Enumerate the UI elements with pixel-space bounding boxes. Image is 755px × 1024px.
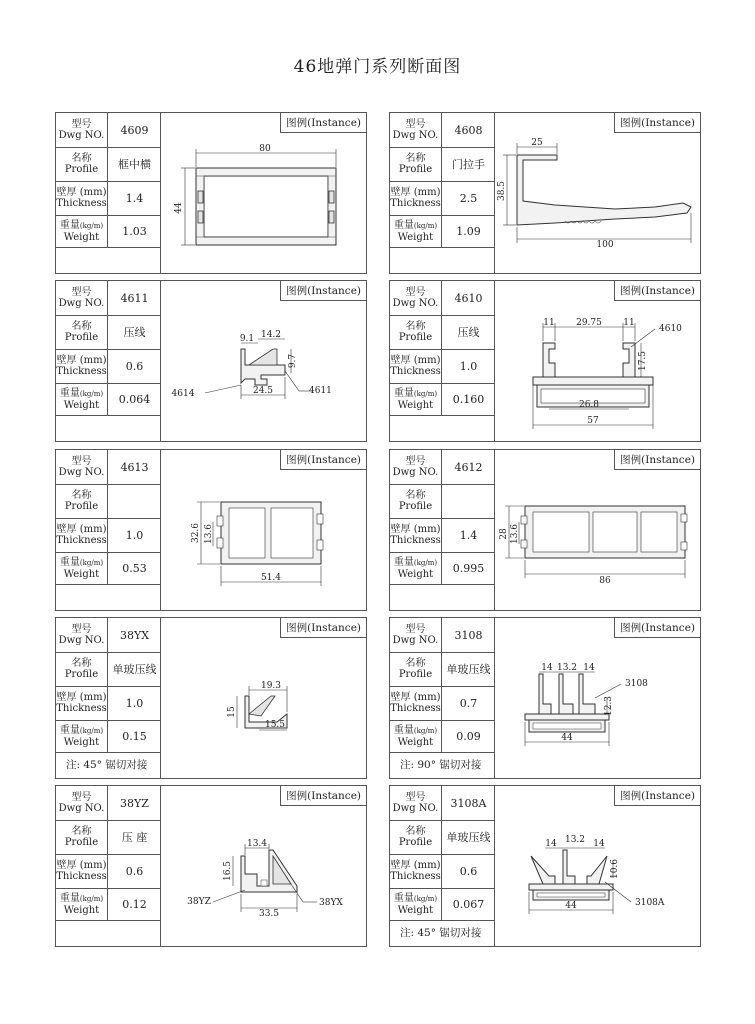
dim-label: 29.75 — [576, 318, 602, 328]
thickness-label-cn: 壁厚 — [390, 187, 411, 198]
dwg-label-cn: 型号 — [71, 792, 92, 803]
weight-label — [56, 720, 108, 752]
weight-label-cn: 重量 — [59, 892, 80, 904]
dwg-label — [56, 281, 108, 315]
profile-label-cn: 名称 — [405, 153, 426, 164]
dwg-label-cn: 型号 — [71, 624, 92, 635]
dim-label: 11 — [623, 318, 635, 328]
profile-label-cn: 名称 — [71, 658, 92, 669]
dwg-label-cn: 型号 — [405, 287, 426, 298]
profile-drawing-4612 — [495, 450, 700, 610]
dim-label: 26.8 — [578, 400, 600, 410]
thickness-label-cn: 壁厚 — [390, 692, 411, 703]
thickness-value: 0.7 — [459, 696, 478, 710]
dim-label: 32.6 — [191, 522, 201, 544]
dwg-label-cn: 型号 — [405, 456, 426, 467]
profile-drawing-3108 — [495, 618, 700, 778]
dim-label: 33.5 — [258, 909, 280, 919]
thickness-unit: (mm) — [79, 860, 107, 871]
profile-label — [56, 147, 108, 181]
thickness-label — [56, 181, 108, 215]
weight-label-cn: 重量 — [393, 892, 414, 904]
dim-label: 44 — [561, 733, 573, 743]
thickness-unit: (mm) — [413, 692, 441, 703]
callout-label: 38YX — [319, 898, 343, 908]
callout-label: 3108A — [635, 898, 665, 908]
profile-label-en: Profile — [64, 332, 99, 343]
profile-label-en: Profile — [398, 837, 433, 848]
thickness-label-cn: 壁厚 — [56, 860, 77, 871]
callout-label: 4614 — [171, 389, 195, 399]
thickness-label-en: Thickness — [390, 703, 441, 714]
dim-label: 51.4 — [260, 573, 282, 583]
dwg-label-en: Dwg NO. — [392, 467, 439, 478]
profile-drawing-4609 — [161, 113, 366, 273]
profile-value: 框中横 — [118, 158, 151, 171]
dwg-value: 4612 — [454, 460, 483, 474]
profile-value: 压线 — [457, 326, 480, 339]
instance-legend: 图例(Instance) — [614, 786, 700, 806]
profile-label-cn: 名称 — [405, 490, 426, 501]
dim-label: 12.3 — [604, 695, 614, 717]
thickness-value: 1.0 — [125, 696, 144, 710]
dim-label: 19.3 — [260, 681, 282, 691]
thickness-value: 1.4 — [459, 528, 478, 542]
dwg-label-en: Dwg NO. — [392, 803, 439, 814]
thickness-label-en: Thickness — [390, 871, 441, 882]
thickness-unit: (mm) — [79, 524, 107, 535]
dwg-label — [56, 786, 108, 820]
profile-label-cn: 名称 — [405, 321, 426, 332]
dim-label: 9.7 — [288, 353, 298, 369]
callout-label: 4611 — [309, 386, 332, 396]
dim-label: 25 — [531, 138, 543, 148]
dim-label: 13.4 — [246, 839, 268, 849]
page-title: 46地弹门系列断面图 — [293, 57, 462, 77]
dwg-label — [390, 113, 442, 147]
dim-label: 14.2 — [260, 330, 282, 340]
dwg-label-en: Dwg NO. — [392, 635, 439, 646]
callout-label: 4610 — [659, 324, 682, 334]
profile-label-en: Profile — [64, 501, 99, 512]
dwg-value: 3108 — [454, 628, 483, 642]
dim-label: 17.5 — [638, 350, 648, 372]
profile-label — [390, 820, 442, 854]
cut-note: 注: 90° 锯切对接 — [400, 758, 482, 771]
dwg-value: 4611 — [120, 291, 149, 305]
thickness-label-en: Thickness — [390, 535, 441, 546]
weight-label — [390, 720, 442, 752]
dim-label: 14 — [583, 663, 595, 673]
weight-label — [390, 552, 442, 584]
profile-value: 门拉手 — [452, 158, 485, 171]
dim-label: 13.6 — [204, 523, 214, 545]
profile-card-4611 — [55, 280, 367, 442]
profile-label-en: Profile — [64, 164, 99, 175]
thickness-label-en: Thickness — [56, 871, 107, 882]
profile-value — [108, 484, 161, 518]
thickness-label-en: Thickness — [56, 535, 107, 546]
profile-label-en: Profile — [64, 669, 99, 680]
profile-label — [390, 652, 442, 686]
thickness-unit: (mm) — [413, 187, 441, 198]
dwg-value: 38YX — [119, 628, 150, 642]
thickness-label — [390, 181, 442, 215]
weight-label-cn: 重量 — [59, 556, 80, 568]
weight-label — [390, 215, 442, 247]
thickness-unit: (mm) — [413, 860, 441, 871]
thickness-label-cn: 壁厚 — [390, 524, 411, 535]
dwg-label — [390, 786, 442, 820]
thickness-value: 0.6 — [459, 864, 478, 878]
thickness-unit: (mm) — [79, 692, 107, 703]
profile-drawing-38yz — [161, 786, 366, 946]
weight-value: 0.12 — [122, 897, 147, 911]
weight-value: 0.160 — [452, 392, 485, 406]
profile-drawing-4610 — [495, 281, 700, 441]
thickness-label — [56, 349, 108, 383]
profile-card-38yx — [55, 617, 367, 779]
thickness-label — [390, 854, 442, 888]
spec-table — [390, 281, 495, 441]
thickness-label — [56, 854, 108, 888]
profile-label-cn: 名称 — [71, 153, 92, 164]
weight-label-en: Weight — [397, 231, 434, 243]
weight-unit: (kg/m) — [413, 389, 438, 398]
profile-card-4609 — [55, 112, 367, 274]
dim-label: 16.5 — [223, 860, 233, 882]
profile-drawing-4613 — [161, 450, 366, 610]
weight-value: 1.09 — [456, 224, 481, 238]
dim-label: 86 — [599, 576, 611, 586]
cut-note: 注: 45° 锯切对接 — [400, 926, 482, 939]
dim-label: 14 — [593, 839, 605, 849]
weight-label-en: Weight — [63, 231, 100, 243]
weight-label-cn: 重量 — [393, 556, 414, 568]
thickness-label — [390, 686, 442, 720]
dim-label: 15 — [227, 706, 237, 718]
weight-label — [390, 888, 442, 920]
thickness-label-en: Thickness — [390, 198, 441, 209]
dwg-label-en: Dwg NO. — [58, 130, 105, 141]
weight-value: 1.03 — [122, 224, 147, 238]
dwg-label-en: Dwg NO. — [392, 130, 439, 141]
weight-label — [56, 215, 108, 247]
weight-value: 0.15 — [122, 729, 147, 743]
instance-legend: 图例(Instance) — [614, 450, 700, 470]
profile-label — [390, 147, 442, 181]
thickness-label — [390, 518, 442, 552]
weight-unit: (kg/m) — [79, 221, 104, 230]
profile-drawing-4611 — [161, 281, 366, 441]
dim-label: 28 — [499, 528, 509, 540]
weight-label-en: Weight — [397, 736, 434, 748]
profile-drawing-4608 — [495, 113, 700, 273]
weight-label-cn: 重量 — [59, 724, 80, 736]
thickness-label — [390, 349, 442, 383]
weight-unit: (kg/m) — [79, 558, 104, 567]
profile-value: 单玻压线 — [446, 831, 491, 844]
thickness-label-cn: 壁厚 — [390, 860, 411, 871]
thickness-value: 1.0 — [459, 359, 478, 373]
instance-legend: 图例(Instance) — [614, 618, 700, 638]
profile-card-4613 — [55, 449, 367, 611]
dwg-label-cn: 型号 — [405, 792, 426, 803]
dim-label: 44 — [174, 202, 184, 214]
weight-label-cn: 重量 — [393, 724, 414, 736]
weight-value: 0.064 — [118, 392, 151, 406]
dwg-value: 3108A — [450, 796, 487, 810]
weight-unit: (kg/m) — [413, 894, 438, 903]
weight-unit: (kg/m) — [79, 894, 104, 903]
dwg-label-cn: 型号 — [405, 119, 426, 130]
dim-label: 38.5 — [497, 180, 507, 202]
cut-note: 注: 45° 锯切对接 — [66, 758, 148, 771]
spec-table — [56, 786, 161, 946]
profile-label-cn: 名称 — [71, 490, 92, 501]
thickness-label-en: Thickness — [56, 198, 107, 209]
weight-value: 0.067 — [452, 897, 485, 911]
instance-legend: 图例(Instance) — [614, 113, 700, 133]
weight-label-en: Weight — [397, 904, 434, 916]
profile-card-3108a — [389, 785, 701, 947]
profile-label — [390, 315, 442, 349]
profile-label-cn: 名称 — [405, 826, 426, 837]
thickness-label-en: Thickness — [56, 703, 107, 714]
profile-label-en: Profile — [398, 669, 433, 680]
profile-value: 单玻压线 — [112, 663, 157, 676]
dwg-label-en: Dwg NO. — [58, 635, 105, 646]
dim-label: 9.1 — [239, 334, 255, 344]
weight-unit: (kg/m) — [79, 726, 104, 735]
profile-card-38yz — [55, 785, 367, 947]
weight-label — [56, 552, 108, 584]
thickness-value: 0.6 — [125, 359, 144, 373]
profile-label — [390, 484, 442, 518]
weight-label-cn: 重量 — [393, 219, 414, 231]
weight-label-en: Weight — [397, 399, 434, 411]
spec-table — [390, 113, 495, 273]
thickness-value: 1.4 — [125, 191, 144, 205]
instance-legend: 图例(Instance) — [280, 281, 366, 301]
dwg-label-cn: 型号 — [71, 287, 92, 298]
thickness-value: 0.6 — [125, 864, 144, 878]
weight-label-en: Weight — [63, 736, 100, 748]
dwg-label-cn: 型号 — [71, 456, 92, 467]
thickness-unit: (mm) — [413, 355, 441, 366]
dwg-label — [390, 281, 442, 315]
weight-label-en: Weight — [397, 568, 434, 580]
dim-label: 10.6 — [610, 858, 620, 880]
dim-label: 14 — [545, 839, 557, 849]
dim-label: 11 — [543, 318, 555, 328]
dwg-value: 4608 — [454, 123, 483, 137]
thickness-label-cn: 壁厚 — [56, 355, 77, 366]
thickness-value: 2.5 — [459, 191, 478, 205]
dwg-label-en: Dwg NO. — [392, 298, 439, 309]
weight-label-cn: 重量 — [393, 387, 414, 399]
profile-card-4610 — [389, 280, 701, 442]
weight-unit: (kg/m) — [413, 558, 438, 567]
dwg-value: 4613 — [120, 460, 149, 474]
dwg-label-cn: 型号 — [71, 119, 92, 130]
dwg-label — [56, 113, 108, 147]
weight-unit: (kg/m) — [79, 389, 104, 398]
weight-label — [390, 383, 442, 415]
profile-label — [56, 484, 108, 518]
dim-label: 57 — [587, 416, 599, 426]
weight-label-en: Weight — [63, 568, 100, 580]
dwg-value: 38YZ — [120, 796, 149, 810]
weight-value: 0.995 — [452, 561, 485, 575]
profile-value — [442, 484, 495, 518]
weight-label-cn: 重量 — [59, 219, 80, 231]
weight-value: 0.53 — [122, 561, 147, 575]
dim-label: 13.2 — [556, 663, 578, 673]
weight-value: 0.09 — [456, 729, 481, 743]
thickness-label — [56, 518, 108, 552]
profile-card-4608 — [389, 112, 701, 274]
dwg-label — [390, 450, 442, 484]
dim-label: 14 — [541, 663, 553, 673]
weight-label-en: Weight — [63, 399, 100, 411]
dwg-value: 4610 — [454, 291, 483, 305]
dwg-label-en: Dwg NO. — [58, 467, 105, 478]
profile-value: 单玻压线 — [446, 663, 491, 676]
thickness-label-en: Thickness — [56, 366, 107, 377]
profile-label-cn: 名称 — [71, 826, 92, 837]
profile-label-en: Profile — [64, 837, 99, 848]
dim-label: 24.5 — [252, 386, 274, 396]
callout-label: 3108 — [625, 679, 648, 689]
thickness-label-cn: 壁厚 — [390, 355, 411, 366]
dwg-label-cn: 型号 — [405, 624, 426, 635]
thickness-label-en: Thickness — [390, 366, 441, 377]
dim-label: 80 — [259, 144, 271, 154]
weight-label — [56, 888, 108, 920]
spec-table — [390, 450, 495, 610]
dim-label: 44 — [565, 901, 577, 911]
dwg-label — [390, 618, 442, 652]
thickness-label-cn: 壁厚 — [56, 692, 77, 703]
profile-label-cn: 名称 — [405, 658, 426, 669]
dwg-value: 4609 — [120, 123, 149, 137]
spec-table — [56, 113, 161, 273]
thickness-label-cn: 壁厚 — [56, 524, 77, 535]
profile-card-3108 — [389, 617, 701, 779]
instance-legend: 图例(Instance) — [280, 618, 366, 638]
weight-unit: (kg/m) — [413, 221, 438, 230]
profile-drawing-38yx — [161, 618, 366, 778]
weight-label-cn: 重量 — [59, 387, 80, 399]
instance-legend: 图例(Instance) — [280, 786, 366, 806]
dim-label: 15.5 — [264, 720, 286, 730]
spec-table — [56, 281, 161, 441]
profile-label — [56, 652, 108, 686]
instance-legend: 图例(Instance) — [280, 450, 366, 470]
dwg-label-en: Dwg NO. — [58, 298, 105, 309]
thickness-unit: (mm) — [79, 355, 107, 366]
callout-label: 38YZ — [187, 897, 211, 907]
dwg-label-en: Dwg NO. — [58, 803, 105, 814]
profile-drawing-3108a — [495, 786, 700, 946]
dim-label: 13.2 — [564, 835, 586, 845]
instance-legend: 图例(Instance) — [280, 113, 366, 133]
dim-label: 100 — [596, 240, 614, 250]
profile-card-4612 — [389, 449, 701, 611]
profile-label — [56, 820, 108, 854]
thickness-unit: (mm) — [79, 187, 107, 198]
profile-label-en: Profile — [398, 164, 433, 175]
profile-value: 压线 — [123, 326, 146, 339]
thickness-value: 1.0 — [125, 528, 144, 542]
thickness-label — [56, 686, 108, 720]
weight-unit: (kg/m) — [413, 726, 438, 735]
weight-label — [56, 383, 108, 415]
dwg-label — [56, 618, 108, 652]
profile-label — [56, 315, 108, 349]
dwg-label — [56, 450, 108, 484]
profile-label-en: Profile — [398, 332, 433, 343]
profile-label-en: Profile — [398, 501, 433, 512]
thickness-label-cn: 壁厚 — [56, 187, 77, 198]
instance-legend: 图例(Instance) — [614, 281, 700, 301]
weight-label-en: Weight — [63, 904, 100, 916]
thickness-unit: (mm) — [413, 524, 441, 535]
profile-value: 压 座 — [121, 831, 148, 844]
profile-label-cn: 名称 — [71, 321, 92, 332]
spec-table — [56, 450, 161, 610]
dim-label: 13.6 — [510, 523, 520, 545]
